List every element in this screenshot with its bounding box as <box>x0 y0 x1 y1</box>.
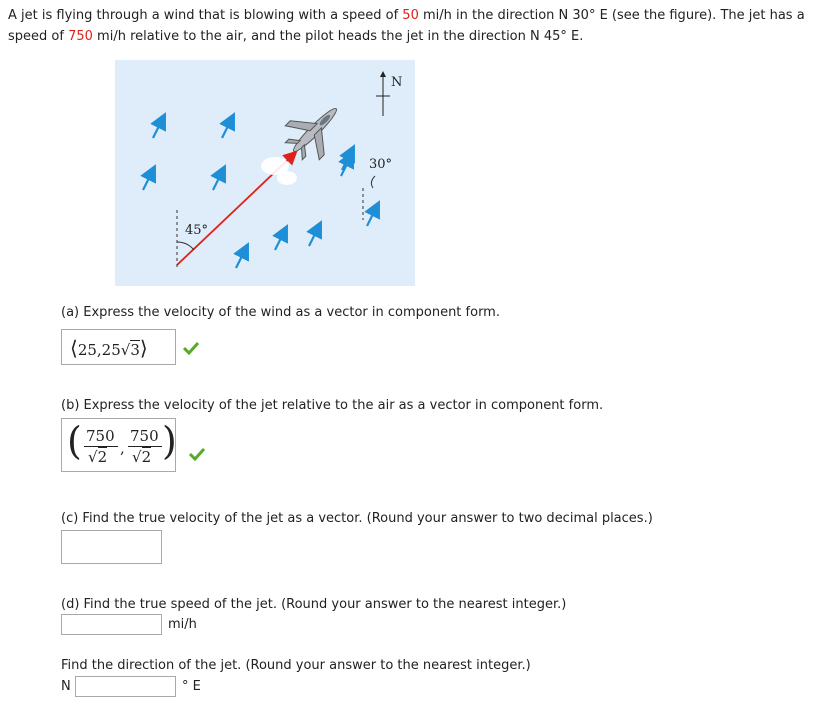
sqrt-sign: √ <box>120 341 131 359</box>
answer-a-open: ⟨ <box>70 336 78 360</box>
answer-b-close: ) <box>162 419 177 463</box>
answer-c-input[interactable] <box>61 530 162 564</box>
wind-angle-label: 30° <box>369 157 393 172</box>
problem-statement <box>8 5 826 47</box>
answer-b-open: ( <box>67 419 82 463</box>
problem-text-2: mi/h in the direction N 30° E (see the figure). The jet has a speed of <box>8 8 805 44</box>
problem-text-3: mi/h relative to the air, and the pilot heads the jet in the direction N 45° E. <box>92 29 584 44</box>
figure-background <box>115 60 415 286</box>
fraction-separator: , <box>120 439 125 457</box>
question-d-text: (d) Find the true speed of the jet. (Round your answer to the nearest integer.) <box>61 597 567 612</box>
question-e-text: Find the direction of the jet. (Round your answer to the nearest integer.) <box>61 658 531 673</box>
cloud-puff <box>277 171 297 185</box>
answer-a-box <box>61 329 176 365</box>
answer-a-radicand: 3 <box>130 341 140 359</box>
fraction-1-numerator: 750 <box>86 427 115 445</box>
direction-input[interactable] <box>75 676 176 697</box>
question-a-text: (a) Express the velocity of the wind as a vector in component form. <box>61 305 500 320</box>
fraction-1-denominator: √2 <box>88 448 108 466</box>
check-icon <box>189 447 205 461</box>
fraction-2-denominator: √2 <box>132 448 152 466</box>
wind-speed-value: 50 <box>402 8 419 23</box>
speed-unit-label: mi/h <box>168 617 197 632</box>
north-label: N <box>391 75 403 90</box>
answer-b-box <box>61 418 176 472</box>
answer-a-value: 25,25 <box>77 341 121 359</box>
direction-prefix-label: N <box>61 679 71 694</box>
fraction-2-numerator: 750 <box>130 427 159 445</box>
answer-d-input[interactable] <box>61 614 162 635</box>
answer-a-close: ⟩ <box>139 336 148 360</box>
direction-suffix-label: ° E <box>182 679 201 694</box>
problem-text-1: A jet is flying through a wind that is blowing with a speed of <box>8 8 403 23</box>
jet-angle-label: 45° <box>185 223 209 238</box>
figure-svg <box>115 60 415 286</box>
check-icon <box>183 341 199 355</box>
wind-jet-figure <box>115 60 415 286</box>
jet-speed-value: 750 <box>68 29 93 44</box>
question-c-text: (c) Find the true velocity of the jet as a vector. (Round your answer to two decimal places.) <box>61 511 653 526</box>
question-b-text: (b) Express the velocity of the jet relative to the air as a vector in component form. <box>61 398 604 413</box>
